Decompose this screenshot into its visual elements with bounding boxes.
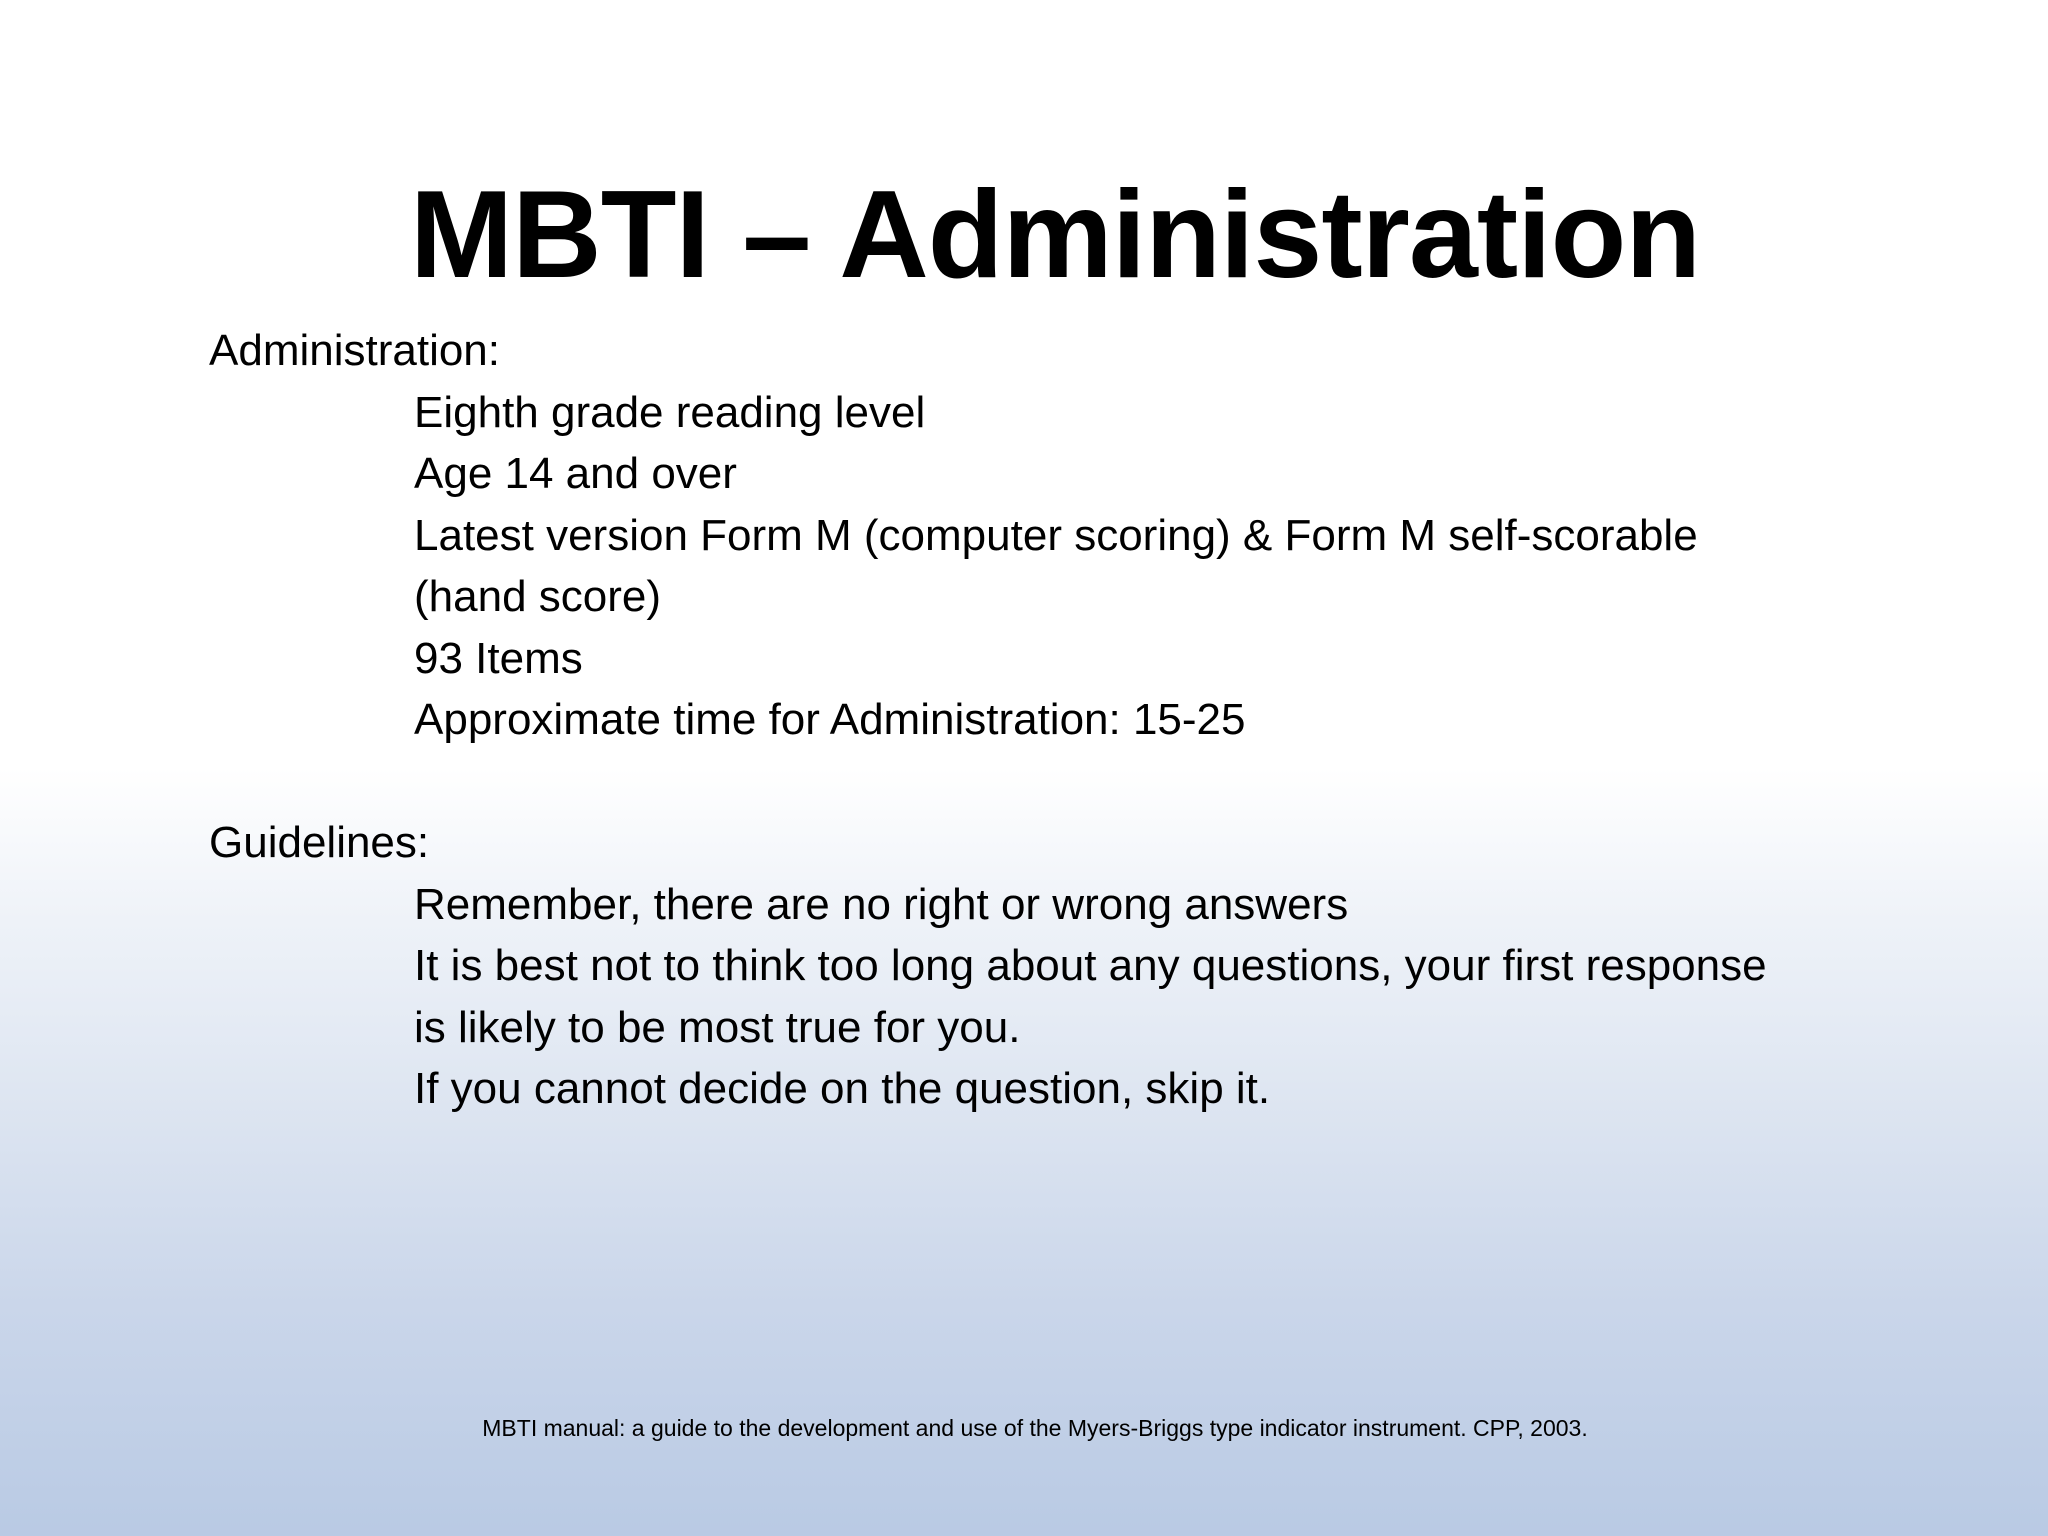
citation-footnote: MBTI manual: a guide to the development and use of the Myers-Briggs type indicator instrument. CPP, 2003.: [482, 1415, 1588, 1441]
administration-item-version: Latest version Form M (computer scoring) & Form M self-scorable (hand score): [414, 510, 1698, 621]
guideline-item-first-response: It is best not to think too long about any questions, your first response is likely to be most true for you.: [414, 941, 1767, 1052]
section-spacer: [209, 751, 1909, 813]
slide-body: [209, 320, 1909, 1120]
guidelines-list: [209, 874, 1909, 1120]
administration-item-reading-level: Eighth grade reading level: [414, 387, 926, 437]
administration-list: [209, 382, 1909, 751]
guidelines-heading: Guidelines:: [209, 818, 430, 867]
guideline-item-no-right-answers: Remember, there are no right or wrong answers: [414, 879, 1349, 929]
administration-item-item-count: 93 Items: [414, 633, 583, 683]
administration-heading: Administration:: [209, 326, 501, 375]
guideline-item-skip: If you cannot decide on the question, skip it.: [414, 1064, 1271, 1113]
slide-title: MBTI – Administration: [409, 166, 1701, 304]
administration-item-time: Approximate time for Administration: 15-25: [414, 695, 1246, 744]
administration-item-age: Age 14 and over: [414, 449, 737, 498]
